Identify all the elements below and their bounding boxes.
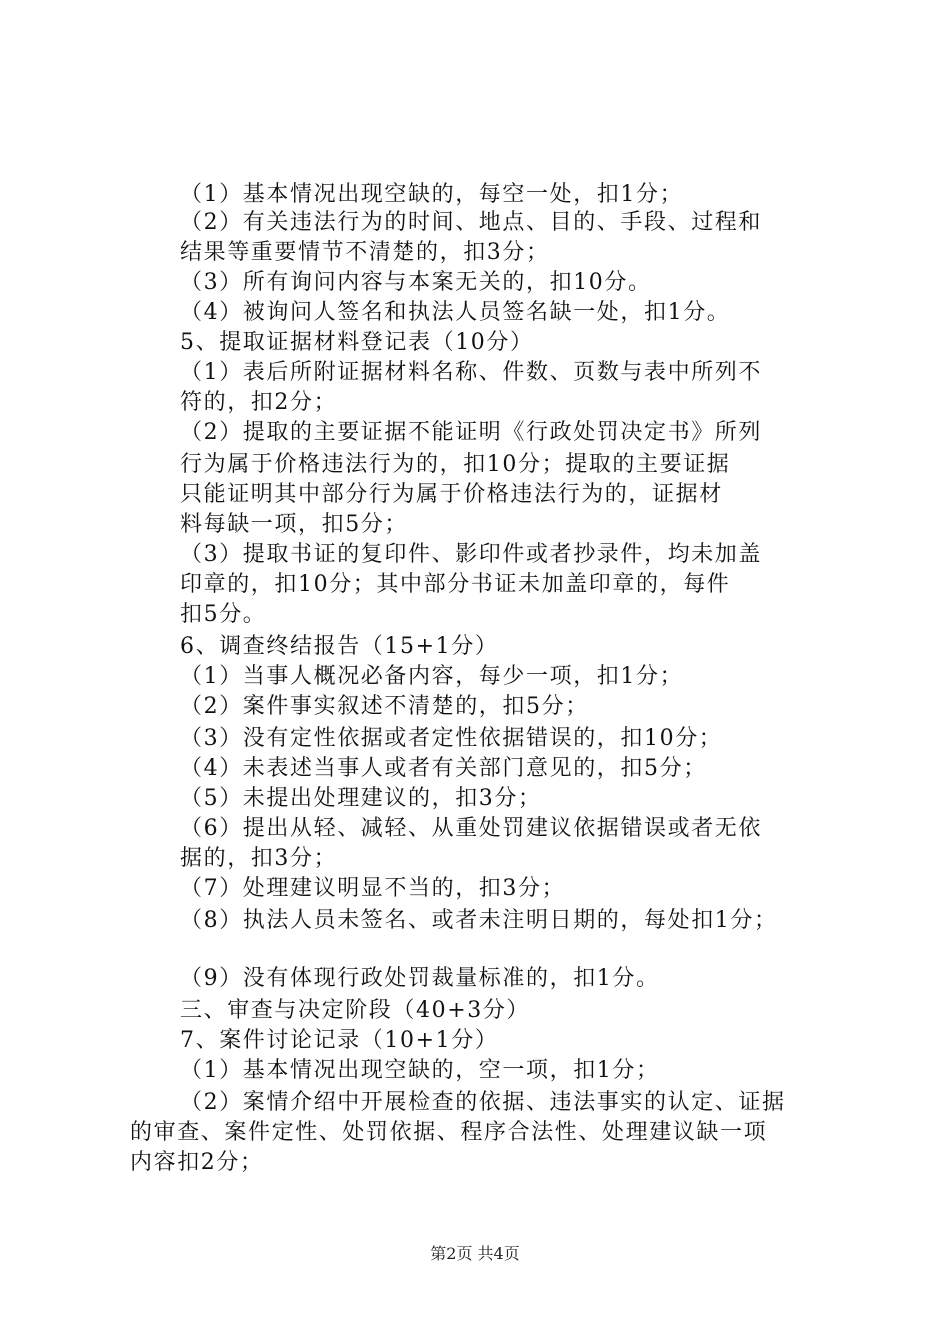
text-line: （2）提取的主要证据不能证明《行政处罚决定书》所列	[180, 420, 762, 445]
text-line: 结果等重要情节不清楚的，扣3分；	[180, 240, 550, 265]
text-line: 符的，扣2分；	[180, 390, 338, 415]
section-heading: 6、调查终结报告（15+1分）	[180, 634, 499, 659]
text-line: 扣5分。	[180, 602, 267, 627]
text-line: （1）基本情况出现空缺的，空一项，扣1分；	[180, 1058, 660, 1083]
text-line: 只能证明其中部分行为属于价格违法行为的，证据材	[180, 482, 723, 507]
section-heading: 三、审查与决定阶段（40+3分）	[180, 998, 531, 1023]
text-line: （6）提出从轻、减轻、从重处罚建议依据错误或者无依	[180, 816, 762, 841]
text-line: 印章的，扣10分；其中部分书证未加盖印章的，每件	[180, 572, 731, 597]
text-line: 据的，扣3分；	[180, 846, 338, 871]
text-line: （2）有关违法行为的时间、地点、目的、手段、过程和	[180, 210, 762, 235]
text-line: 的审查、案件定性、处罚依据、程序合法性、处理建议缺一项	[130, 1120, 768, 1145]
text-line: （5）未提出处理建议的，扣3分；	[180, 786, 542, 811]
text-line: （2）案情介绍中开展检查的依据、违法事实的认定、证据	[180, 1090, 786, 1115]
text-line: 行为属于价格违法行为的，扣10分；提取的主要证据	[180, 452, 731, 477]
text-line: （1）当事人概况必备内容，每少一项，扣1分；	[180, 664, 684, 689]
text-line: （3）所有询问内容与本案无关的，扣10分。	[180, 270, 652, 295]
text-line: （3）提取书证的复印件、影印件或者抄录件，均未加盖	[180, 542, 762, 567]
text-line: 料每缺一项，扣5分；	[180, 512, 408, 537]
text-line: （4）被询问人签名和执法人员签名缺一处，扣1分。	[180, 300, 731, 325]
text-line: 内容扣2分；	[130, 1150, 264, 1175]
text-line: （8）执法人员未签名、或者未注明日期的，每处扣1分；	[180, 908, 778, 933]
text-line: （3）没有定性依据或者定性依据错误的，扣10分；	[180, 726, 723, 751]
text-line: （1）基本情况出现空缺的，每空一处，扣1分；	[180, 182, 684, 207]
section-heading: 5、提取证据材料登记表（10分）	[180, 330, 534, 355]
text-line: （1）表后所附证据材料名称、件数、页数与表中所列不	[180, 360, 762, 385]
text-line: （2）案件事实叙述不清楚的，扣5分；	[180, 694, 589, 719]
text-line: （7）处理建议明显不当的，扣3分；	[180, 876, 566, 901]
section-heading: 7、案件讨论记录（10+1分）	[180, 1028, 499, 1053]
text-line: （9）没有体现行政处罚裁量标准的，扣1分。	[180, 966, 660, 991]
page-number-footer: 第2页 共4页	[430, 1244, 520, 1263]
text-line: （4）未表述当事人或者有关部门意见的，扣5分；	[180, 756, 707, 781]
